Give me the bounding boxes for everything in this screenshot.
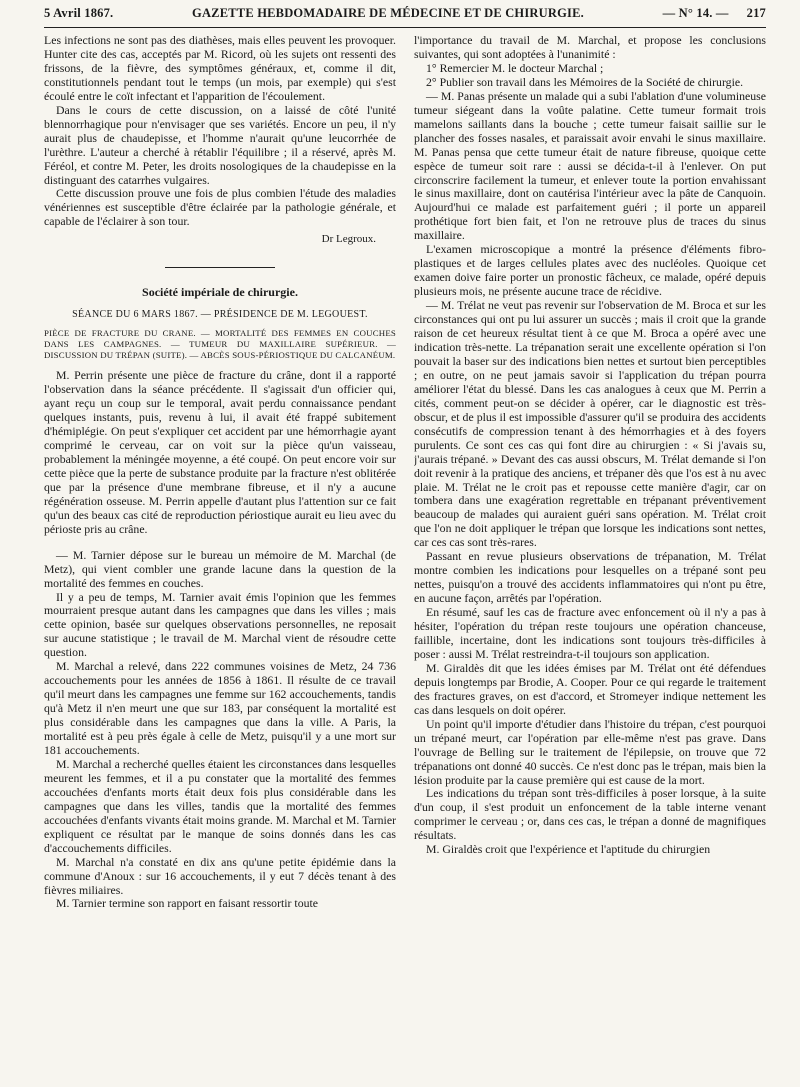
right-column: [414, 34, 766, 911]
paragraph: Les indications du trépan sont très-difficiles à poser lorsque, à la suite d'un coup, il s'est produit un enfoncement de la table interne venant comprimer le cerveau ; or, dans ces cas, le trépan a donné de magnifiques résultats.: [414, 786, 766, 843]
header-journal-title: GAZETTE HEBDOMADAIRE DE MÉDECINE ET DE CHIRURGIE.: [192, 6, 584, 20]
paragraph: M. Marchal a relevé, dans 222 communes voisines de Metz, 24 736 accouchements pour les années de 1856 à 1861. Il résulte de ce travail qu'il meurt dans les campagnes une femme sur 162 accouchements, tandis qu'à Metz il n'en meurt une que sur 183, par conséquent la mortalité est plus considérable dans les campagnes que dans la ville. A Paris, la mortalité est à peu près égale à celle de Metz, puisqu'il y a une mort sur 181 accouchements.: [44, 659, 396, 757]
session-summary: PIÈCE DE FRACTURE DU CRANE. — MORTALITÉ DES FEMMES EN COUCHES DANS LES CAMPAGNES. — TUMEUR DU MAXILLAIRE SUPÉRIEUR. — DISCUSSION DU TRÉPAN (SUITE). — ABCÈS SOUS-PÉRIOSTIQUE DU CALCANÉUM.: [44, 328, 396, 361]
paragraph: Dans le cours de cette discussion, on a laissé de côté l'unité blennorrhagique pour n'envisager que ses variétés. Encore un peu, il n'y aurait plus de chaudepisse, et l'homme n'aurait qu'une leucorrhée de l'urèthre. L'auteur a cherché à rétablir l'équilibre ; il a réservé, après M. Féréol, et contre M. Peter, les droits nosologiques de la chaudepisse en la distinguant des catarrhes vulgaires.: [44, 102, 396, 187]
paragraph: Les infections ne sont pas des diathèses, mais elles peuvent les provoquer. Hunter cite des cas, acceptés par M. Ricord, où les sujets ont ressenti des frissons, de la fièvre, des symptômes généraux, et, comme il dit, constitutionnels pendant tout le temps (un mois, par exemple) qui s'est écoulé entre le coït infectant et l'apparition de l'écoulement.: [44, 34, 396, 103]
article-signature: Dr Legroux.: [321, 233, 376, 246]
paragraph: M. Perrin présente une pièce de fracture du crâne, dont il a rapporté l'observation dans la séance précédente. Il s'agissait d'un officier qui, ayant reçu un coup sur le temporal, avait perdu connaissance pendant quelques instants, puis, revenu à lui, il avait été frappé subitement d'hémiplégie. On peut s'expliquer cet accident par une hémorrhagie ayant comprimé le cerveau, car on voit sur la pièce qu'un vaisseau, probablement la méningée moyenne, a été coupé. On peut encore voir sur cette pièce que la perte de substance produite par la fracture n'est oblitérée que par la présence d'une membrane fibreuse, et il n'y a aucune régénération osseuse. M. Perrin appelle d'autant plus l'attention sur ce fait qu'un des beaux cas cité de reproduction périostique aurait eu lieu avec du périoste pris au crâne.: [44, 368, 396, 536]
list-item: 2° Publier son travail dans les Mémoires de la Société de chirurgie.: [426, 74, 744, 89]
paragraph: M. Giraldès dit que les idées émises par M. Trélat ont été défendues depuis longtemps par Brodie, A. Cooper. Pour ce qui regarde le traitement des fractures graves, on est d'accord, et Stromeyer indique nettement les cas dans lesquels on doit opérer.: [414, 660, 766, 717]
section-title: Société impériale de chirurgie.: [142, 285, 298, 300]
paragraph: Un point qu'il importe d'étudier dans l'histoire du trépan, c'est pourquoi un trépané meurt, car l'opération par elle-même n'est pas grave. Dans l'ouvrage de Belling sur le traitement de l'épilepsie, on trouve que 72 trépanations ont donné 40 succès. Ce n'est donc pas le trépan, mais bien la lésion produite par la cause première qui est cause de la mort.: [414, 716, 766, 787]
session-line: SÉANCE DU 6 MARS 1867. — PRÉSIDENCE DE M. LEGOUEST.: [72, 309, 368, 321]
paragraph: En résumé, sauf les cas de fracture avec enfoncement où il n'y a pas à hésiter, l'opération du trépan reste toujours une opération chanceuse, faillible, incertaine, dont les indications sont toujours très-difficiles à poser : aussi M. Trélat restreindra-t-il toujours son application.: [414, 605, 766, 661]
list-item: 1° Remercier M. le docteur Marchal ;: [426, 60, 604, 75]
paragraph: Cette discussion prouve une fois de plus combien l'étude des maladies vénériennes est susceptible d'être éclairée par la pathologie générale, et capable de l'éclairer à son tour.: [44, 186, 396, 229]
paragraph: Passant en revue plusieurs observations de trépanation, M. Trélat montre combien les indications pour lesquelles on a trépané sont peu nettes, puisqu'on a trouvé des accidents inflammatoires qui n'ont pu être, en aucune façon, arrêtés par l'opération.: [414, 549, 766, 606]
paragraph: — M. Tarnier dépose sur le bureau un mémoire de M. Marchal (de Metz), qui vient combler une grande lacune dans la question de la mortalité des femmes en couches.: [44, 547, 396, 590]
paragraph: l'importance du travail de M. Marchal, et propose les conclusions suivantes, qui sont adoptées à l'unanimité :: [414, 34, 766, 61]
paragraph: Il y a peu de temps, M. Tarnier avait émis l'opinion que les femmes mourraient presque autant dans les campagnes que dans les villes ; mais cette opinion, basée sur quelques observations personnelles, ne reposait sur aucune statistique ; le travail de M. Marchal vient de résoudre cette question.: [44, 589, 396, 660]
left-column: [44, 34, 396, 911]
paragraph: M. Marchal a recherché quelles étaient les circonstances dans lesquelles meurent les femmes, et il a pu constater que la mortalité des femmes accouchées d'enfants morts était deux fois plus considérable dans les campagnes que dans les villes, tandis que la mortalité des femmes accouchées d'enfants vivants était moins grande. M. Marchal et M. Tarnier expliquent ce résultat par le manque de soins donnés dans les cas d'accouchements difficiles.: [44, 756, 396, 855]
paragraph: — M. Panas présente un malade qui a subi l'ablation d'une volumineuse tumeur siégeant dans la voûte palatine. Cette tumeur formait trois mamelons saillants dans la bouche ; cette tumeur faisait saillie sur le plancher des fosses nasales, et paraissait avoir envahi le sinus maxillaire. M. Panas pensa que cette tumeur était de nature fibreuse, quoique cette espèce de tumeur soit rare : aussi se décida-t-il à l'enlever. On put circonscrire facilement la tumeur, et enlever toute la portion envahissant le sinus maxillaire, dont on cautérisa l'intérieur avec la pâte de Canquoin. Aujourd'hui ce malade est parfaitement guéri ; il porte un appareil prothétique fort bien fait, et l'on ne retrouve plus de traces du sinus maxillaire.: [414, 88, 766, 243]
paragraph: M. Marchal n'a constaté en dix ans qu'une petite épidémie dans la commune d'Anoux : sur 16 accouchements, il y eut 7 décès tenant à des fièvres miliaires.: [44, 854, 396, 897]
paragraph: M. Tarnier termine son rapport en faisant ressortir toute: [56, 896, 319, 911]
page-header: [44, 6, 766, 28]
header-page-number: 217: [746, 6, 766, 20]
two-column-body: [44, 34, 766, 911]
paragraph: L'examen microscopique a montré la présence d'éléments fibro-plastiques et de larges cellules plates avec des nucléoles. Quoique cet examen doive faire porter un pronostic fâcheux, ce malade, opéré depuis plusieurs mois, ne présente aucune trace de récidive.: [414, 242, 766, 299]
section-divider: [165, 267, 275, 268]
paragraph: — M. Trélat ne veut pas revenir sur l'observation de M. Broca et sur les circonstances qui ont pu lui assurer un succès ; mais il croit que la grande raison de cet heureux résultat tient à ce que M. Broca a opéré avec une indication très-nette. La trépanation serait une excellente opération si l'on pouvait la baser sur des indications bien nettes et surtout bien perceptibles ; en outre, on ne peut jamais savoir si l'application du trépan pourra améliorer l'état du blessé. Dans les cas analogues à ceux que M. Perrin a cités, comment peut-on se décider à opérer, car le diagnostic est très-obscur, et de plus il est impossible d'assurer qu'il se produira des accidents consécutifs de compression tenant à des hémorrhagies et à des foyers purulents. Ce sont ces cas qui font dire au chirurgien : « Si j'avais su, j'aurais trépané. » Devant des cas aussi obscurs, M. Trélat demande si l'on doit revenir à la pratique des anciens, et trépaner dès que l'os est à nu avec plaie. M. Trélat ne le croit pas et repousse cette manière d'agir, car on tombera dans une exagération regrettable en trépanant préventivement beaucoup de malades qui auraient guéri sans opération. M. Trélat croit que l'on ne doit appliquer le trépan que lorsque les indications sont nettes, car ces cas sont très-rares.: [414, 298, 766, 550]
header-date: 5 Avril 1867.: [44, 6, 114, 20]
paragraph: M. Giraldès croit que l'expérience et l'aptitude du chirurgien: [426, 842, 711, 857]
header-issue-number: — N° 14. —: [662, 6, 729, 20]
spacer: [44, 537, 396, 549]
